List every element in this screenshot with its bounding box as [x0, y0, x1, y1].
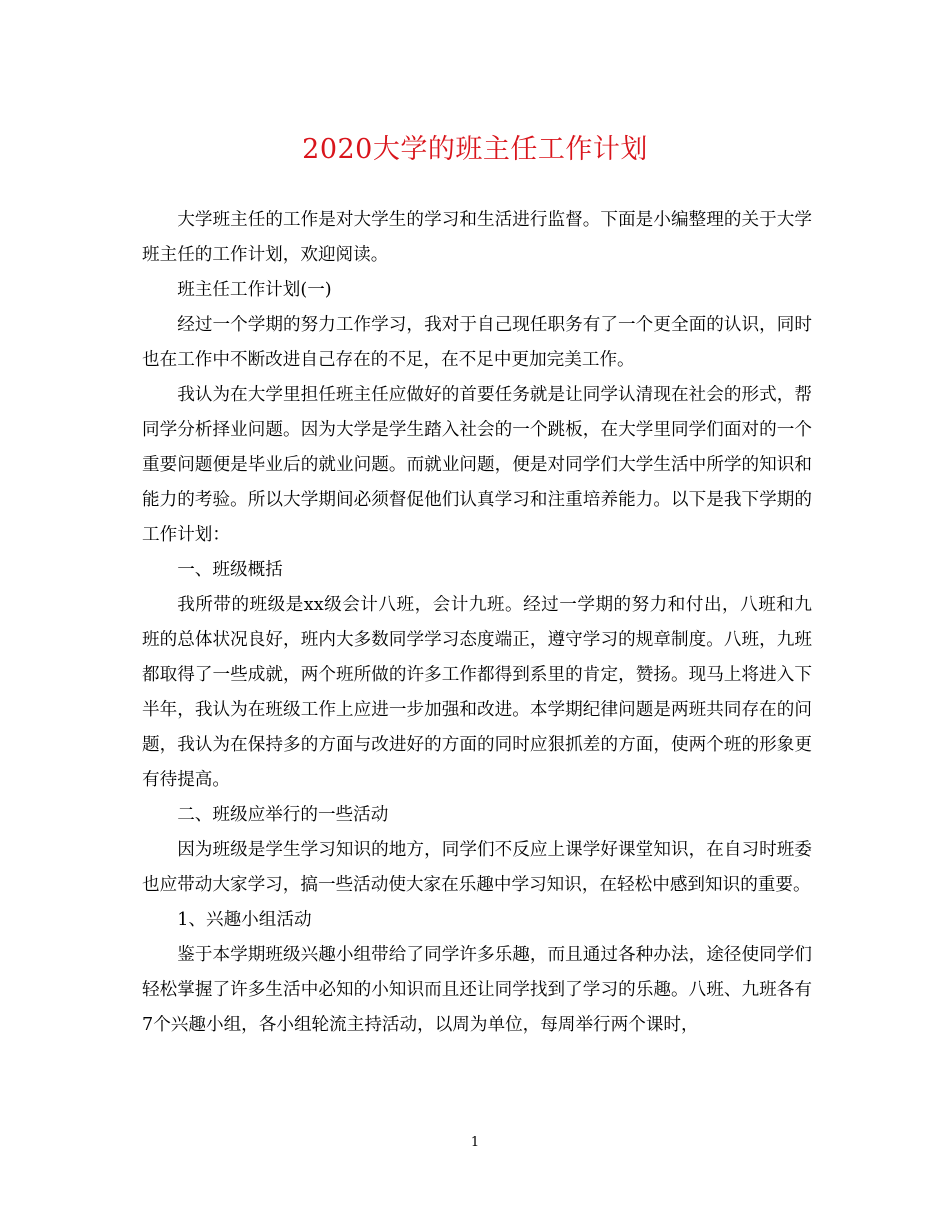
subsection-heading-interest-groups: 1、兴趣小组活动: [177, 910, 312, 930]
section-heading-class-overview: 一、班级概括: [177, 560, 283, 580]
section-heading-activities: 二、班级应举行的一些活动: [177, 805, 389, 825]
document-body: [142, 203, 812, 1043]
paragraph-activities: 因为班级是学生学习知识的地方，同学们不反应上课学好课堂知识，在自习时班委也应带动大家学习，搞一些活动使大家在乐趣中学习知识，在轻松中感到知识的重要。: [142, 840, 812, 895]
section-heading-plan-one: 班主任工作计划(一): [177, 280, 332, 300]
paragraph-primary-task: 我认为在大学里担任班主任应做好的首要任务就是让同学认清现在社会的形式，帮同学分析择业问题。因为大学是学生踏入社会的一个跳板，在大学里同学们面对的一个重要问题便是毕业后的就业问题。而就业问题，便是对同学们大学生活中所学的知识和能力的考验。所以大学期间必须督促他们认真学习和注重培养能力。以下是我下学期的工作计划：: [142, 385, 812, 545]
page-number: 1: [470, 1135, 480, 1150]
paragraph-reflection: 经过一个学期的努力工作学习，我对于自己现任职务有了一个更全面的认识，同时也在工作中不断改进自己存在的不足，在不足中更加完美工作。: [142, 315, 812, 370]
paragraph-intro: 大学班主任的工作是对大学生的学习和生活进行监督。下面是小编整理的关于大学班主任的工作计划，欢迎阅读。: [142, 210, 812, 265]
paragraph-class-overview: 我所带的班级是xx级会计八班，会计九班。经过一学期的努力和付出，八班和九班的总体状况良好，班内大多数同学学习态度端正，遵守学习的规章制度。八班，九班都取得了一些成就，两个班所做的许多工作都得到系里的肯定，赞扬。现马上将进入下半年，我认为在班级工作上应进一步加强和改进。本学期纪律问题是两班共同存在的问题，我认为在保持多的方面与改进好的方面的同时应狠抓差的方面，使两个班的形象更有待提高。: [142, 595, 812, 790]
document-title: 2020大学的班主任工作计划: [302, 134, 648, 165]
paragraph-interest-groups: 鉴于本学期班级兴趣小组带给了同学许多乐趣，而且通过各种办法，途径使同学们轻松掌握了许多生活中必知的小知识而且还让同学找到了学习的乐趣。八班、九班各有7个兴趣小组，各小组轮流主持活动，以周为单位，每周举行两个课时，: [142, 945, 812, 1035]
